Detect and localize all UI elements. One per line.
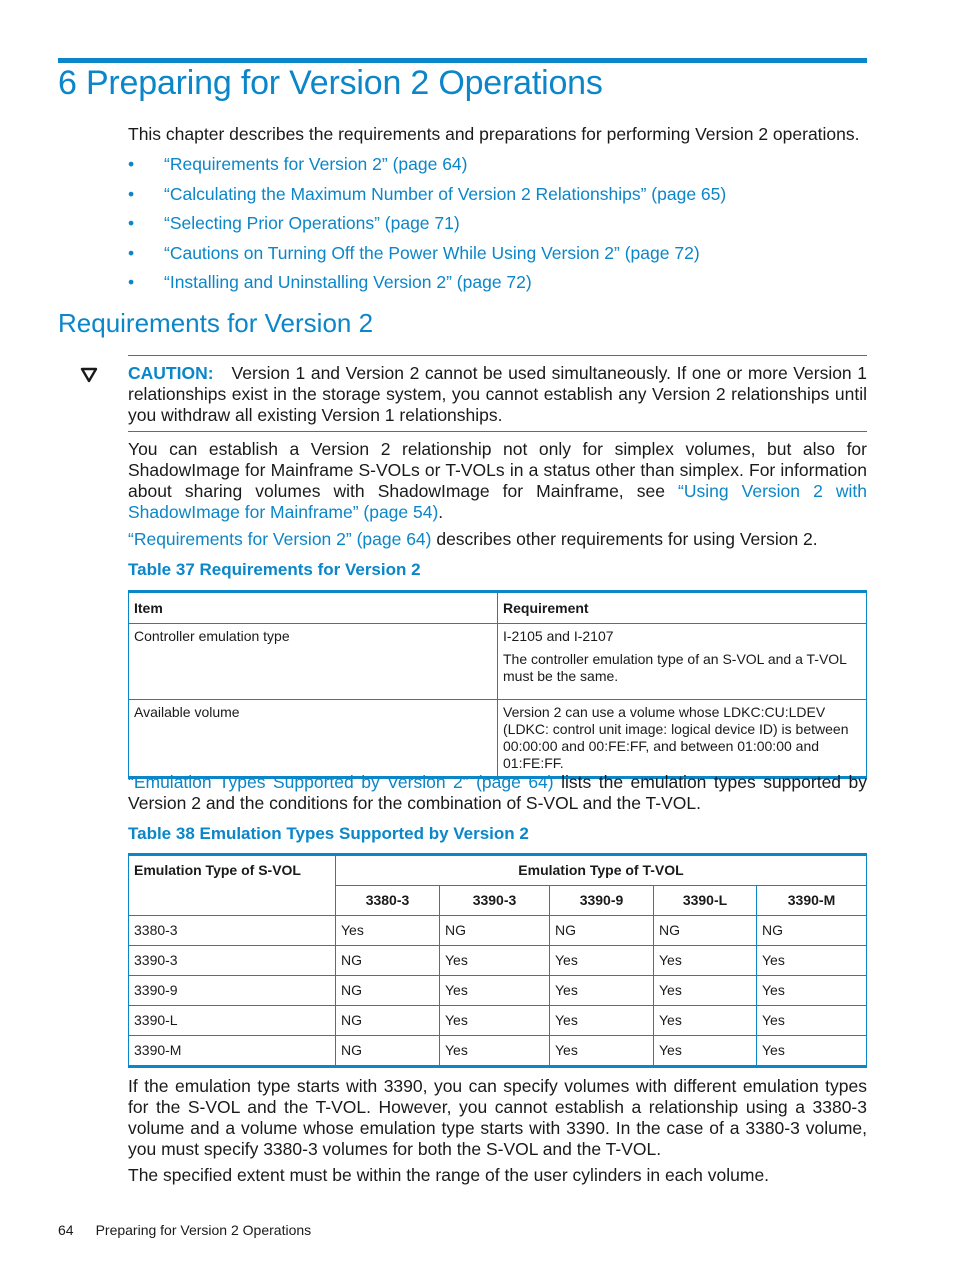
cell-item: Controller emulation type (129, 624, 498, 700)
cell-value: NG (336, 1006, 440, 1036)
chapter-top-rule (58, 58, 867, 63)
paragraph-requirements-ref (128, 529, 867, 550)
header-tvol-type: 3380-3 (336, 886, 440, 916)
cell-value: Yes (757, 976, 867, 1006)
toc-link[interactable]: “Calculating the Maximum Number of Version 2 Relationships” (page 65) (164, 183, 727, 204)
header-tvol-type: 3390-3 (440, 886, 550, 916)
table-row (129, 1036, 867, 1067)
cell-value: NG (757, 916, 867, 946)
header-tvol-type: 3390-L (654, 886, 757, 916)
cell-value: Yes (440, 1006, 550, 1036)
cell-value: Yes (654, 976, 757, 1006)
bullet: • (128, 242, 135, 263)
chapter-toc (128, 154, 726, 302)
cell-value: Yes (757, 1036, 867, 1067)
cell-svol: 3390-L (129, 1006, 336, 1036)
header-item: Item (129, 592, 498, 624)
emulation-types-table (128, 853, 867, 1068)
table-row (129, 916, 867, 946)
toc-link[interactable]: “Requirements for Version 2” (page 64) (164, 154, 468, 174)
cell-value: NG (336, 946, 440, 976)
cell-svol: 3380-3 (129, 916, 336, 946)
cell-value: Yes (550, 1036, 654, 1067)
requirement-text: I-2105 and I-2107 (503, 628, 614, 644)
caution-text: Version 1 and Version 2 cannot be used simultaneously. If one or more Version 1 relationships exist in the storage system, you cannot establish any Version 2 relationships until you withdraw all existing Version 1 relationships. (128, 363, 867, 425)
cell-value: NG (440, 916, 550, 946)
table-header-row (129, 855, 867, 886)
requirements-table (128, 590, 867, 779)
header-tvol-type: 3390-M (757, 886, 867, 916)
cell-requirement: Version 2 can use a volume whose LDKC:CU:LDEV (LDKC: control unit image: logical device ID) is between 00:00:00 and 00:FE:FF, and between 01:00:00 and 01:FE:FF. (498, 700, 867, 778)
bullet: • (128, 213, 135, 233)
caution-bottom-rule (128, 431, 867, 432)
toc-item[interactable] (128, 272, 726, 302)
paragraph-text: lists the emulation types supported by Version 2 and the conditions for the combination of S-VOL and the T-VOL. (128, 772, 868, 813)
cell-item: Available volume (129, 700, 498, 778)
xref-link-table37[interactable]: “Requirements for Version 2” (page 64) (128, 529, 432, 549)
bullet: • (128, 154, 135, 174)
cell-value: NG (336, 1036, 440, 1067)
page-footer (58, 1222, 311, 1238)
cell-value: NG (654, 916, 757, 946)
cell-svol: 3390-M (129, 1036, 336, 1067)
caution-label: CAUTION: (128, 363, 214, 383)
cell-value: Yes (654, 946, 757, 976)
header-svol: Emulation Type of S-VOL (129, 855, 336, 916)
cell-value: Yes (550, 976, 654, 1006)
header-tvol: Emulation Type of T-VOL (336, 855, 867, 886)
table-row (129, 946, 867, 976)
caution-box (128, 363, 867, 426)
table-row (129, 700, 867, 778)
toc-item[interactable] (128, 184, 726, 214)
cell-value: Yes (440, 946, 550, 976)
cell-value: Yes (757, 1006, 867, 1036)
caution-top-rule (128, 355, 867, 356)
chapter-intro: This chapter describes the requirements and preparations for performing Version 2 operations. (128, 124, 860, 144)
table-row (129, 1006, 867, 1036)
xref-link-table38[interactable]: “Emulation Types Supported by Version 2” (page 64) (128, 772, 554, 792)
cell-svol: 3390-9 (129, 976, 336, 1006)
toc-item[interactable] (128, 243, 726, 273)
cell-value: NG (336, 976, 440, 1006)
cell-value: NG (550, 916, 654, 946)
header-tvol-type: 3390-9 (550, 886, 654, 916)
paragraph-emulation-ref (128, 772, 867, 814)
section-title: Requirements for Version 2 (58, 308, 374, 338)
toc-link[interactable]: “Selecting Prior Operations” (page 71) (164, 213, 460, 233)
running-title: Preparing for Version 2 Operations (95, 1222, 312, 1238)
table38-caption: Table 38 Emulation Types Supported by Version 2 (128, 824, 529, 843)
header-requirement: Requirement (498, 592, 867, 624)
bullet: • (128, 272, 135, 292)
table-header-row (129, 592, 867, 624)
cell-value: Yes (336, 916, 440, 946)
bullet: • (128, 183, 135, 204)
toc-item[interactable] (128, 213, 726, 243)
table-row (129, 976, 867, 1006)
cell-value: Yes (440, 976, 550, 1006)
cell-value: Yes (654, 1036, 757, 1067)
paragraph-text: describes other requirements for using Version 2. (431, 529, 818, 549)
cell-requirement (498, 624, 867, 700)
requirement-text: The controller emulation type of an S-VOL and a T-VOL must be the same. (503, 651, 847, 684)
cell-value: Yes (654, 1006, 757, 1036)
cell-value: Yes (550, 1006, 654, 1036)
cell-value: Yes (757, 946, 867, 976)
paragraph-end: . (438, 502, 444, 522)
paragraph-emulation-rules: If the emulation type starts with 3390, you can specify volumes with different emulation types for the S-VOL and the T-VOL. However, you cannot establish a relationship using a 3380-3 volume and a volume whose emulation type starts with 3390. In the case of a 3380-3 volume, you must specify 3380-3 volumes for both the S-VOL and the T-VOL. (128, 1076, 867, 1159)
xref-link-shadowimage[interactable]: “Using Version 2 with ShadowImage for Mainframe” (page 54) (128, 481, 867, 522)
toc-item[interactable] (128, 154, 726, 184)
cell-value: Yes (440, 1036, 550, 1067)
toc-link[interactable]: “Cautions on Turning Off the Power While Using Version 2” (page 72) (164, 242, 700, 263)
chapter-title: 6 Preparing for Version 2 Operations (58, 64, 603, 102)
page-number: 64 (58, 1222, 74, 1238)
cell-svol: 3390-3 (129, 946, 336, 976)
paragraph-text: You can establish a Version 2 relationship not only for simplex volumes, but also for ShadowImage for Mainframe S-VOLs or T-VOLs in a status other than simplex. For information about sharing volumes with ShadowImage for Mainframe, see (128, 439, 867, 501)
paragraph-extent: The specified extent must be within the range of the user cylinders in each volume. (128, 1165, 770, 1185)
toc-link[interactable]: “Installing and Uninstalling Version 2” (page 72) (164, 272, 532, 292)
paragraph-shadowimage (128, 439, 867, 523)
caution-triangle-icon (79, 366, 99, 384)
cell-value: Yes (550, 946, 654, 976)
table-row (129, 624, 867, 700)
table37-caption: Table 37 Requirements for Version 2 (128, 560, 421, 579)
